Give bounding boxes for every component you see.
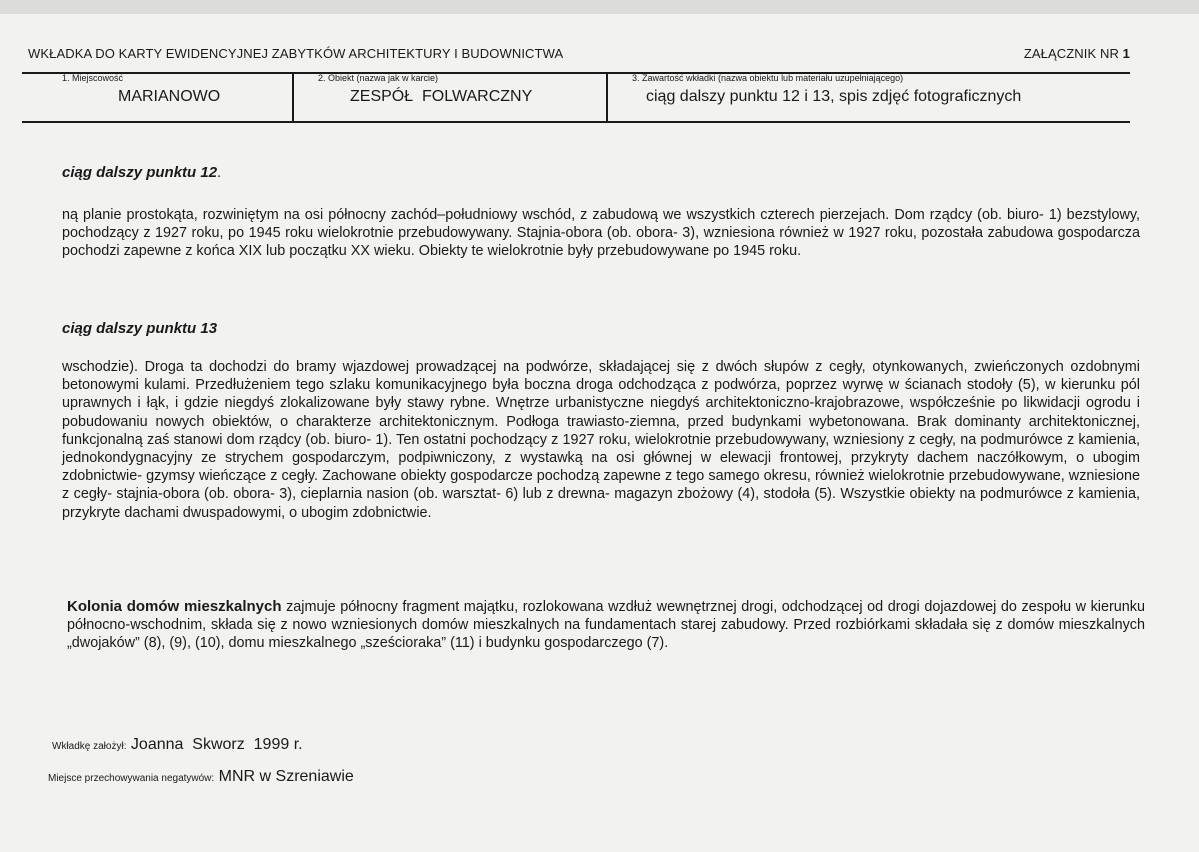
form-header (28, 46, 1130, 61)
section-13-title: ciąg dalszy punktu 13 (62, 320, 218, 337)
section-13-text: wschodzie). Droga ta dochodzi do bramy wjazdowej prowadzącej na podwórze, składającej się z dwóch słupów z cegły, otynkowanych, zwieńczonych ozdobnymi betonowymi kulami. Przedłużeniem tego szlaku komunikacyjnego była boczna droga odchodząca z podwórza, poprzez wyrwę w ścianach stodoły (5), w kierunku pól uprawnych i łąk, i gdzie niegdyś zlokalizowane były stawy rybne. Wnętrze urbanistyczne niegdyś architektoniczno-krajobrazowe, współcześnie po likwidacji ogrodu i pobudowaniu nowych obiektów, o charakterze architektonicznym. Podłoga trawiasto-ziemna, przed budynkami wybetonowana. Brak dominanty architektonicznej, funkcjonalną zaś stanowi dom rządcy (ob. biuro- 1). Ten ostatni pochodzący z 1927 roku, wielokrotnie przebudowywany, wzniesiony z cegły, na podmurówce z kamienia, jednokondygnacyjny ze strychem gospodarczym, podpiwniczony, z wystawką na osi głównej w elewacji frontowej, przykryty dachem naczółkowym, o ubogim zdobnictwie- gzymsy wieńczące z cegły. Zachowane obiekty gospodarcze pochodzą zapewne z tego samego okresu, również wielokrotnie przebudowywane, wzniesione z cegły- stajnia-obora (ob. obora- 3), cieplarnia nasion (ob. warsztat- 6) lub z drewna- magazyn zbożowy (4), stodoła (5). Wszystkie obiekty na podmurówce z kamienia, przykryte dachami dwuspadowymi, o ubogim zdobnictwie. (62, 359, 1140, 521)
colony-text: zajmuje północny fragment majątku, rozlokowana wzdłuż wewnętrznej drogi, odchodzącej od drogi dojazdowej do zespołu w kierunku północno-wschodnim, składa się z nowo wzniesionych domów mieszkalnych na fundamentach starej zabudowy. Przed rozbiórkami składała się z domów mieszkalnych „dwojaków” (8), (9), (10), domu mieszkalnego „sześcioraka” (11) i budynku gospodarczego (7). (67, 599, 1145, 652)
section-12-text: ną planie prostokąta, rozwiniętym na osi północny zachód–południowy wschód, z zabudową we wszystkich czterech pierzejach. Dom rządcy (ob. biuro- 1) bezstylowy, pochodzący z 1927 roku, po 1945 roku wielokrotnie przebudowywany. Stajnia-obora (ob. obora- 3), wzniesiona również w 1927 roku, pozostała zabudowa gospodarcza pochodzi zapewne z końca XIX lub początku XX wieku. Obiekty te wielokrotnie były przebudowywane po 1945 roku. (62, 207, 1140, 260)
field-content-label: 3. Zawartość wkładki (nazwa obiektu lub materiału uzupełniającego) (632, 73, 904, 83)
field-object-label: 2. Obiekt (nazwa jak w karcie) (318, 73, 439, 83)
scan-top-strip (0, 0, 1199, 14)
field-locality-value: MARIANOWO (118, 88, 221, 105)
header-bottom-rule (22, 121, 1130, 123)
field-content-value: ciąg dalszy punktu 12 i 13, spis zdjęć fotograficznych (646, 88, 1022, 105)
colony-paragraph (62, 598, 1145, 653)
annex-label: ZAŁĄCZNIK NR (1023, 46, 1119, 61)
colony-lead: Kolonia domów mieszkalnych (67, 598, 282, 615)
author-line (52, 736, 303, 754)
author-label: Wkładkę założył: (52, 741, 127, 752)
author-value: Joanna Skworz 1999 r. (130, 736, 303, 753)
storage-label: Miejsce przechowywania negatywów: (48, 773, 215, 784)
header-top-rule (22, 72, 1130, 74)
section-12-title-text: ciąg dalszy punktu 12 (62, 164, 218, 181)
field-divider-1 (292, 72, 294, 123)
annex-number: 1 (1122, 46, 1130, 61)
storage-line (48, 768, 354, 786)
storage-value: MNR w Szreniawie (218, 768, 354, 785)
field-locality-label: 1. Miejscowość (62, 73, 124, 83)
form-title: WKŁADKA DO KARTY EWIDENCYJNEJ ZABYTKÓW ARCHITEKTURY I BUDOWNICTWA (28, 46, 564, 61)
annex-label-group (1024, 46, 1130, 61)
field-object-value: ZESPÓŁ FOLWARCZNY (350, 88, 533, 105)
field-divider-2 (606, 72, 608, 123)
section-12-title: ciąg dalszy punktu 12. (62, 164, 222, 181)
